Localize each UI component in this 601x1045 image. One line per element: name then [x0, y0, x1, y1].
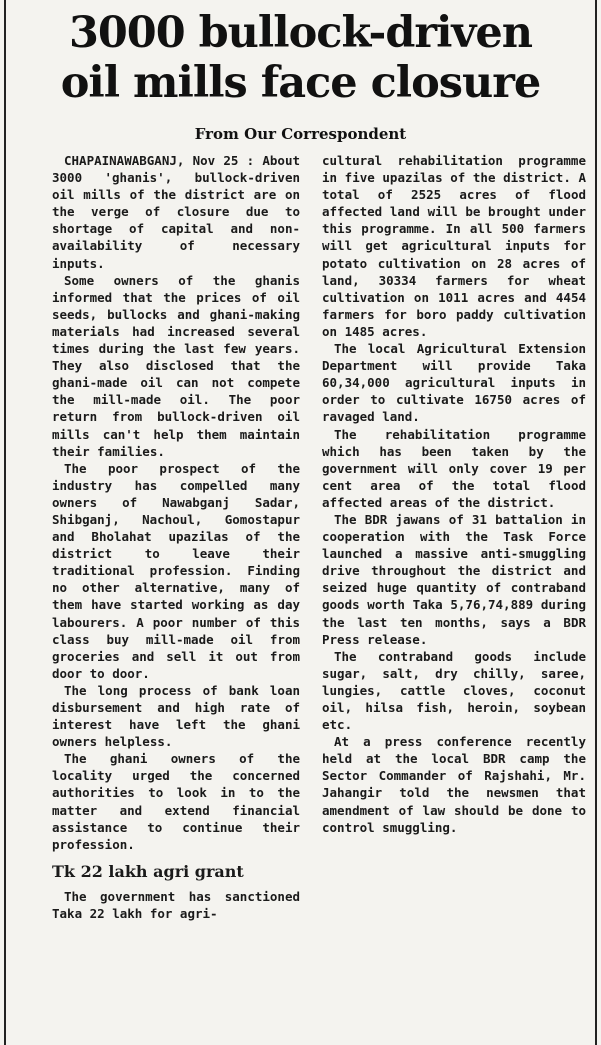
paragraph: Some owners of the ghanis informed that the prices of oil seeds, bullocks and ghani-making materials had increased several times during the last few years. They also disclosed that the ghani-made oil can not compete the mill-made oil. The poor return from bullock-driven oil mills can't help them maintain their families. [52, 272, 300, 459]
paragraph: The long process of bank loan disbursement and high rate of interest have left the ghani owners helpless. [52, 682, 300, 750]
headline-line-2: oil mills face closure [60, 58, 541, 108]
paragraph: The poor prospect of the industry has compelled many owners of Nawabganj Sadar, Shibganj, Nachoul, Gomostapur and Bholahat upazilas of the district to leave their traditional profession. Finding no other alternative, many of them have started working as day labourers. A poor number of this class buy mill-made oil from groceries and sell it out from door to door. [52, 460, 300, 681]
paragraph: The rehabilitation programme which has been taken by the government will only cover 19 per cent area of the total flood affected areas of the district. [322, 426, 586, 510]
right-column [322, 152, 586, 836]
headline-line-1: 3000 bullock-driven [68, 8, 533, 58]
paragraph: The local Agricultural Extension Department will provide Taka 60,34,000 agricultural inputs in order to cultivate 16750 acres of ravaged land. [322, 341, 586, 425]
subheading: Tk 22 lakh agri grant [52, 861, 244, 881]
left-column [52, 152, 300, 922]
paragraph: cultural rehabilitation programme in five upazilas of the district. A total of 2525 acres of flood affected land will be brought under this programme. In all 500 farmers will get agricultural inputs for potato cultivation on 28 acres of land, 30334 farmers for wheat cultivation on 1011 acres and 4454 farmers for boro paddy cultivation on 1485 acres. [322, 153, 586, 339]
paragraph: The contraband goods include sugar, salt, dry chilly, saree, lungies, cattle cloves, coconut oil, hilsa fish, heroin, soybean etc. [322, 648, 586, 733]
paragraph: At a press conference recently held at the local BDR camp the Sector Commander of Rajshahi, Mr. Jahangir told the newsmen that amendment of law should be done to control smuggling. [322, 734, 586, 835]
paragraph: CHAPAINAWABGANJ, Nov 25 : About 3000 'ghanis', bullock-driven oil mills of the district are on the verge of closure due to shortage of capital and non-availability of necessary inputs. [52, 153, 300, 271]
paragraph: The ghani owners of the locality urged the concerned authorities to look in to the matter and extend financial assistance to continue their profession. [52, 751, 300, 852]
paragraph: The BDR jawans of 31 battalion in cooperation with the Task Force launched a massive anti-smuggling drive throughout the district and seized huge quantity of contraband goods worth Taka 5,76,74,889 during the last ten months, says a BDR Press release. [322, 511, 586, 647]
byline: From Our Correspondent [194, 125, 407, 143]
headline [0, 8, 601, 108]
paragraph: The government has sanctioned Taka 22 lakh for agri- [52, 888, 300, 921]
